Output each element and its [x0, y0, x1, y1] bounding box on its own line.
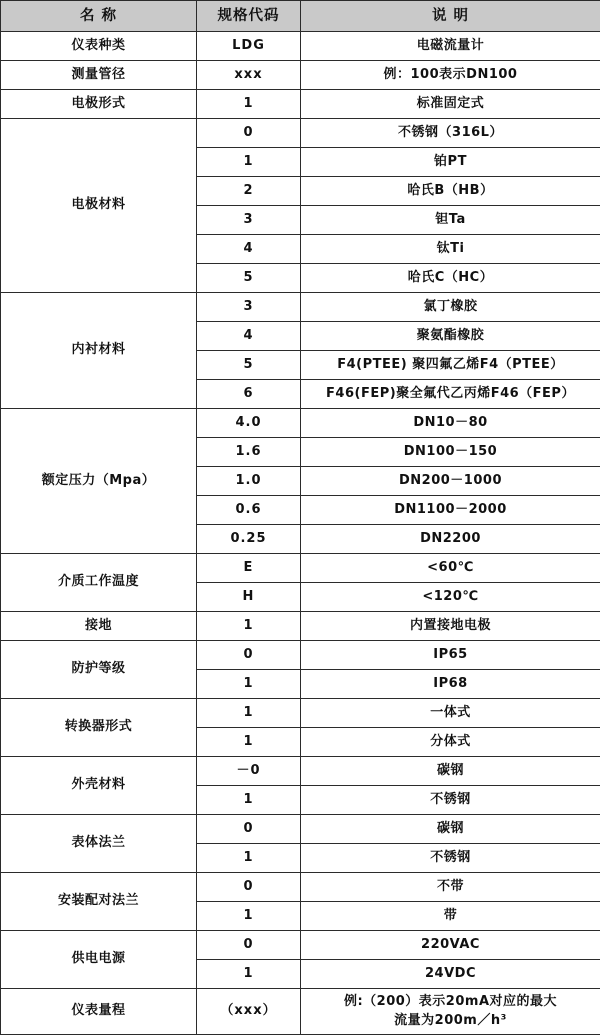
description-line: 标准固定式	[301, 96, 600, 112]
spec-code-cell: 5	[197, 351, 301, 380]
spec-code-cell: 0	[197, 641, 301, 670]
spec-code-cell: 0	[197, 119, 301, 148]
table-row	[1, 873, 600, 902]
spec-code-cell: 1	[197, 90, 301, 119]
spec-code-cell: 1	[197, 844, 301, 873]
description-line: F4(PTEE) 聚四氟乙烯F4（PTEE）	[301, 357, 600, 373]
row-name-cell: 电极材料	[1, 119, 197, 293]
description-line: 钛Ti	[301, 241, 600, 257]
description-line: 不锈钢	[301, 792, 600, 808]
description-cell	[301, 409, 600, 438]
description-cell	[301, 641, 600, 670]
description-cell	[301, 496, 600, 525]
description-line: 24VDC	[301, 966, 600, 982]
description-cell	[301, 293, 600, 322]
spec-code-cell: 1	[197, 612, 301, 641]
spec-code-cell: 4	[197, 235, 301, 264]
column-header-code: 规格代码	[197, 1, 301, 32]
table-row	[1, 815, 600, 844]
description-cell	[301, 728, 600, 757]
spec-code-cell: 1.6	[197, 438, 301, 467]
row-name-cell: 电极形式	[1, 90, 197, 119]
column-header-name: 名 称	[1, 1, 197, 32]
description-line: 不锈钢	[301, 850, 600, 866]
spec-code-cell: 0	[197, 815, 301, 844]
spec-code-cell: 0	[197, 873, 301, 902]
description-cell	[301, 583, 600, 612]
row-name-cell: 接地	[1, 612, 197, 641]
table-row	[1, 119, 600, 148]
spec-code-cell: 1	[197, 148, 301, 177]
description-line: DN2200	[301, 531, 600, 547]
description-line: 内置接地电极	[301, 618, 600, 634]
description-line: 哈氏B（HB）	[301, 183, 600, 199]
table-row	[1, 554, 600, 583]
row-name-cell: 外壳材料	[1, 757, 197, 815]
table-row	[1, 699, 600, 728]
description-line: DN1100－2000	[301, 502, 600, 518]
description-cell	[301, 525, 600, 554]
spec-code-cell: 3	[197, 206, 301, 235]
table-row	[1, 90, 600, 119]
description-cell	[301, 612, 600, 641]
spec-code-cell: LDG	[197, 32, 301, 61]
description-cell	[301, 554, 600, 583]
spec-code-cell: 5	[197, 264, 301, 293]
description-line: 氯丁橡胶	[301, 299, 600, 315]
row-name-cell: 防护等级	[1, 641, 197, 699]
description-cell	[301, 61, 600, 90]
spec-code-cell: 0.6	[197, 496, 301, 525]
description-line: DN100－150	[301, 444, 600, 460]
spec-code-cell: 3	[197, 293, 301, 322]
description-line: DN200－1000	[301, 473, 600, 489]
row-name-cell: 测量管径	[1, 61, 197, 90]
description-line: F46(FEP)聚全氟代乙丙烯F46（FEP）	[301, 386, 600, 402]
description-line: DN10－80	[301, 415, 600, 431]
description-cell	[301, 670, 600, 699]
description-line: IP68	[301, 676, 600, 692]
description-cell	[301, 960, 600, 989]
row-name-cell: 安装配对法兰	[1, 873, 197, 931]
description-cell	[301, 786, 600, 815]
description-cell	[301, 322, 600, 351]
description-line: 例:（200）表示20mA对应的最大	[301, 994, 600, 1010]
spec-code-cell: －0	[197, 757, 301, 786]
table-row	[1, 641, 600, 670]
description-line: 分体式	[301, 734, 600, 750]
description-line: 带	[301, 908, 600, 924]
description-cell	[301, 90, 600, 119]
spec-code-cell: 1	[197, 902, 301, 931]
description-line: 不带	[301, 879, 600, 895]
table-row	[1, 61, 600, 90]
table-row	[1, 32, 600, 61]
description-line: 哈氏C（HC）	[301, 270, 600, 286]
description-cell	[301, 902, 600, 931]
description-line: IP65	[301, 647, 600, 663]
row-name-cell: 介质工作温度	[1, 554, 197, 612]
description-cell	[301, 989, 600, 1035]
description-cell	[301, 351, 600, 380]
description-line: 碳钢	[301, 763, 600, 779]
column-header-description: 说 明	[301, 1, 600, 32]
spec-code-cell: 6	[197, 380, 301, 409]
description-line: <60℃	[301, 560, 600, 576]
description-cell	[301, 873, 600, 902]
spec-code-cell: 4.0	[197, 409, 301, 438]
spec-code-cell: 1	[197, 960, 301, 989]
description-line: 不锈钢（316L）	[301, 125, 600, 141]
row-name-cell: 供电电源	[1, 931, 197, 989]
spec-code-cell: H	[197, 583, 301, 612]
description-line: 钽Ta	[301, 212, 600, 228]
description-line: 例：100表示DN100	[301, 67, 600, 83]
table-row	[1, 757, 600, 786]
spec-code-cell: 1.0	[197, 467, 301, 496]
table-body	[1, 32, 600, 1035]
row-name-cell: 转换器形式	[1, 699, 197, 757]
description-cell	[301, 206, 600, 235]
description-line: 聚氨酯橡胶	[301, 328, 600, 344]
table-row	[1, 293, 600, 322]
description-cell	[301, 380, 600, 409]
description-cell	[301, 815, 600, 844]
description-cell	[301, 177, 600, 206]
spec-code-cell: 1	[197, 728, 301, 757]
description-line: 220VAC	[301, 937, 600, 953]
description-cell	[301, 699, 600, 728]
table-header	[1, 1, 600, 32]
description-line: 一体式	[301, 705, 600, 721]
description-cell	[301, 235, 600, 264]
row-name-cell: 仪表种类	[1, 32, 197, 61]
table-row	[1, 409, 600, 438]
description-cell	[301, 264, 600, 293]
description-cell	[301, 931, 600, 960]
description-line: <120℃	[301, 589, 600, 605]
row-name-cell: 仪表量程	[1, 989, 197, 1035]
row-name-cell: 表体法兰	[1, 815, 197, 873]
description-cell	[301, 438, 600, 467]
description-line: 铂PT	[301, 154, 600, 170]
spec-code-cell: （xxx）	[197, 989, 301, 1035]
description-cell	[301, 757, 600, 786]
description-cell	[301, 32, 600, 61]
table-row	[1, 612, 600, 641]
spec-code-cell: 1	[197, 699, 301, 728]
description-line: 电磁流量计	[301, 38, 600, 54]
header-row	[1, 1, 600, 32]
spec-code-cell: 1	[197, 786, 301, 815]
description-cell	[301, 148, 600, 177]
spec-code-cell: 4	[197, 322, 301, 351]
table-row	[1, 989, 600, 1035]
description-cell	[301, 467, 600, 496]
description-line: 碳钢	[301, 821, 600, 837]
description-cell	[301, 119, 600, 148]
table-row	[1, 931, 600, 960]
spec-code-cell: E	[197, 554, 301, 583]
spec-code-cell: xxx	[197, 61, 301, 90]
spec-code-cell: 0	[197, 931, 301, 960]
spec-code-cell: 1	[197, 670, 301, 699]
spec-code-cell: 0.25	[197, 525, 301, 554]
description-line: 流量为200m／h³	[301, 1013, 600, 1029]
row-name-cell: 内衬材料	[1, 293, 197, 409]
description-cell	[301, 844, 600, 873]
spec-code-cell: 2	[197, 177, 301, 206]
row-name-cell: 额定压力（Mpa）	[1, 409, 197, 554]
